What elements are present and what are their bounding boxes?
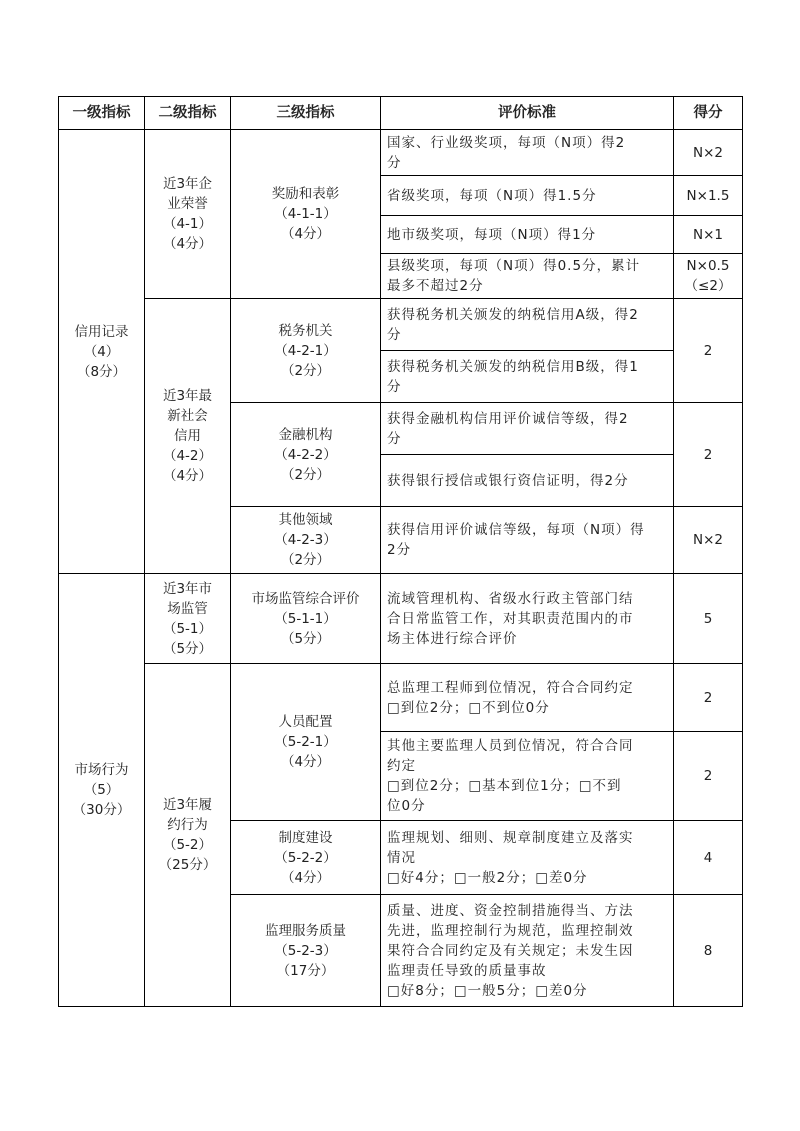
level2-cell: 近3年最 新社会 信用 （4-2） （4分） <box>145 299 231 574</box>
criteria-cell: 地市级奖项，每项（N项）得1分 <box>381 216 674 254</box>
header-score: 得分 <box>674 97 743 130</box>
level1-cell: 信用记录 （4） （8分） <box>59 130 145 574</box>
criteria-cell: 获得信用评价诚信等级，每项（N项）得 2分 <box>381 507 674 574</box>
level1-cell: 市场行为 （5） （30分） <box>59 574 145 1007</box>
score-cell: N×2 <box>674 507 743 574</box>
level2-cell: 近3年市 场监管 （5-1） （5分） <box>145 574 231 664</box>
score-cell: 2 <box>674 403 743 507</box>
table-row <box>59 574 743 664</box>
evaluation-table <box>58 96 743 1007</box>
score-cell: 2 <box>674 299 743 403</box>
header-level2: 二级指标 <box>145 97 231 130</box>
header-row <box>59 97 743 130</box>
level3-cell: 税务机关 （4-2-1） （2分） <box>231 299 381 403</box>
score-cell: N×0.5 （≤2） <box>674 254 743 299</box>
header-level3: 三级指标 <box>231 97 381 130</box>
level3-cell: 金融机构 （4-2-2） （2分） <box>231 403 381 507</box>
score-cell: 2 <box>674 664 743 732</box>
header-criteria: 评价标准 <box>381 97 674 130</box>
score-cell: 5 <box>674 574 743 664</box>
criteria-cell: 获得银行授信或银行资信证明，得2分 <box>381 455 674 507</box>
header-level1: 一级指标 <box>59 97 145 130</box>
criteria-cell: 流域管理机构、省级水行政主管部门结 合日常监管工作，对其职责范围内的市 场主体进行综合评价 <box>381 574 674 664</box>
criteria-cell: 获得金融机构信用评价诚信等级，得2 分 <box>381 403 674 455</box>
level3-cell: 其他领域 （4-2-3） （2分） <box>231 507 381 574</box>
level3-cell: 监理服务质量 （5-2-3） （17分） <box>231 895 381 1007</box>
criteria-cell: 国家、行业级奖项，每项（N项）得2 分 <box>381 130 674 176</box>
score-cell: N×2 <box>674 130 743 176</box>
criteria-cell: 县级奖项，每项（N项）得0.5分，累计 最多不超过2分 <box>381 254 674 299</box>
level2-cell: 近3年履 约行为 （5-2） （25分） <box>145 664 231 1007</box>
level2-cell: 近3年企 业荣誉 （4-1） （4分） <box>145 130 231 299</box>
criteria-cell: 监理规划、细则、规章制度建立及落实 情况 □好4分；□一般2分；□差0分 <box>381 821 674 895</box>
table-row <box>59 299 743 351</box>
level3-cell: 人员配置 （5-2-1） （4分） <box>231 664 381 821</box>
criteria-cell: 获得税务机关颁发的纳税信用B级，得1 分 <box>381 351 674 403</box>
table-row <box>59 130 743 176</box>
level3-cell: 市场监管综合评价 （5-1-1） （5分） <box>231 574 381 664</box>
score-cell: N×1.5 <box>674 176 743 216</box>
level3-cell: 制度建设 （5-2-2） （4分） <box>231 821 381 895</box>
criteria-cell: 总监理工程师到位情况，符合合同约定 □到位2分；□不到位0分 <box>381 664 674 732</box>
criteria-cell: 获得税务机关颁发的纳税信用A级，得2 分 <box>381 299 674 351</box>
table-row <box>59 664 743 732</box>
score-cell: 8 <box>674 895 743 1007</box>
score-cell: N×1 <box>674 216 743 254</box>
criteria-cell: 其他主要监理人员到位情况，符合合同 约定 □到位2分；□基本到位1分；□不到 位0分 <box>381 732 674 821</box>
level3-cell: 奖励和表彰 （4-1-1） （4分） <box>231 130 381 299</box>
criteria-cell: 省级奖项，每项（N项）得1.5分 <box>381 176 674 216</box>
score-cell: 2 <box>674 732 743 821</box>
score-cell: 4 <box>674 821 743 895</box>
criteria-cell: 质量、进度、资金控制措施得当、方法 先进，监理控制行为规范，监理控制效 果符合合同约定及有关规定；未发生因 监理责任导致的质量事故 □好8分；□一般5分；□差0分 <box>381 895 674 1007</box>
